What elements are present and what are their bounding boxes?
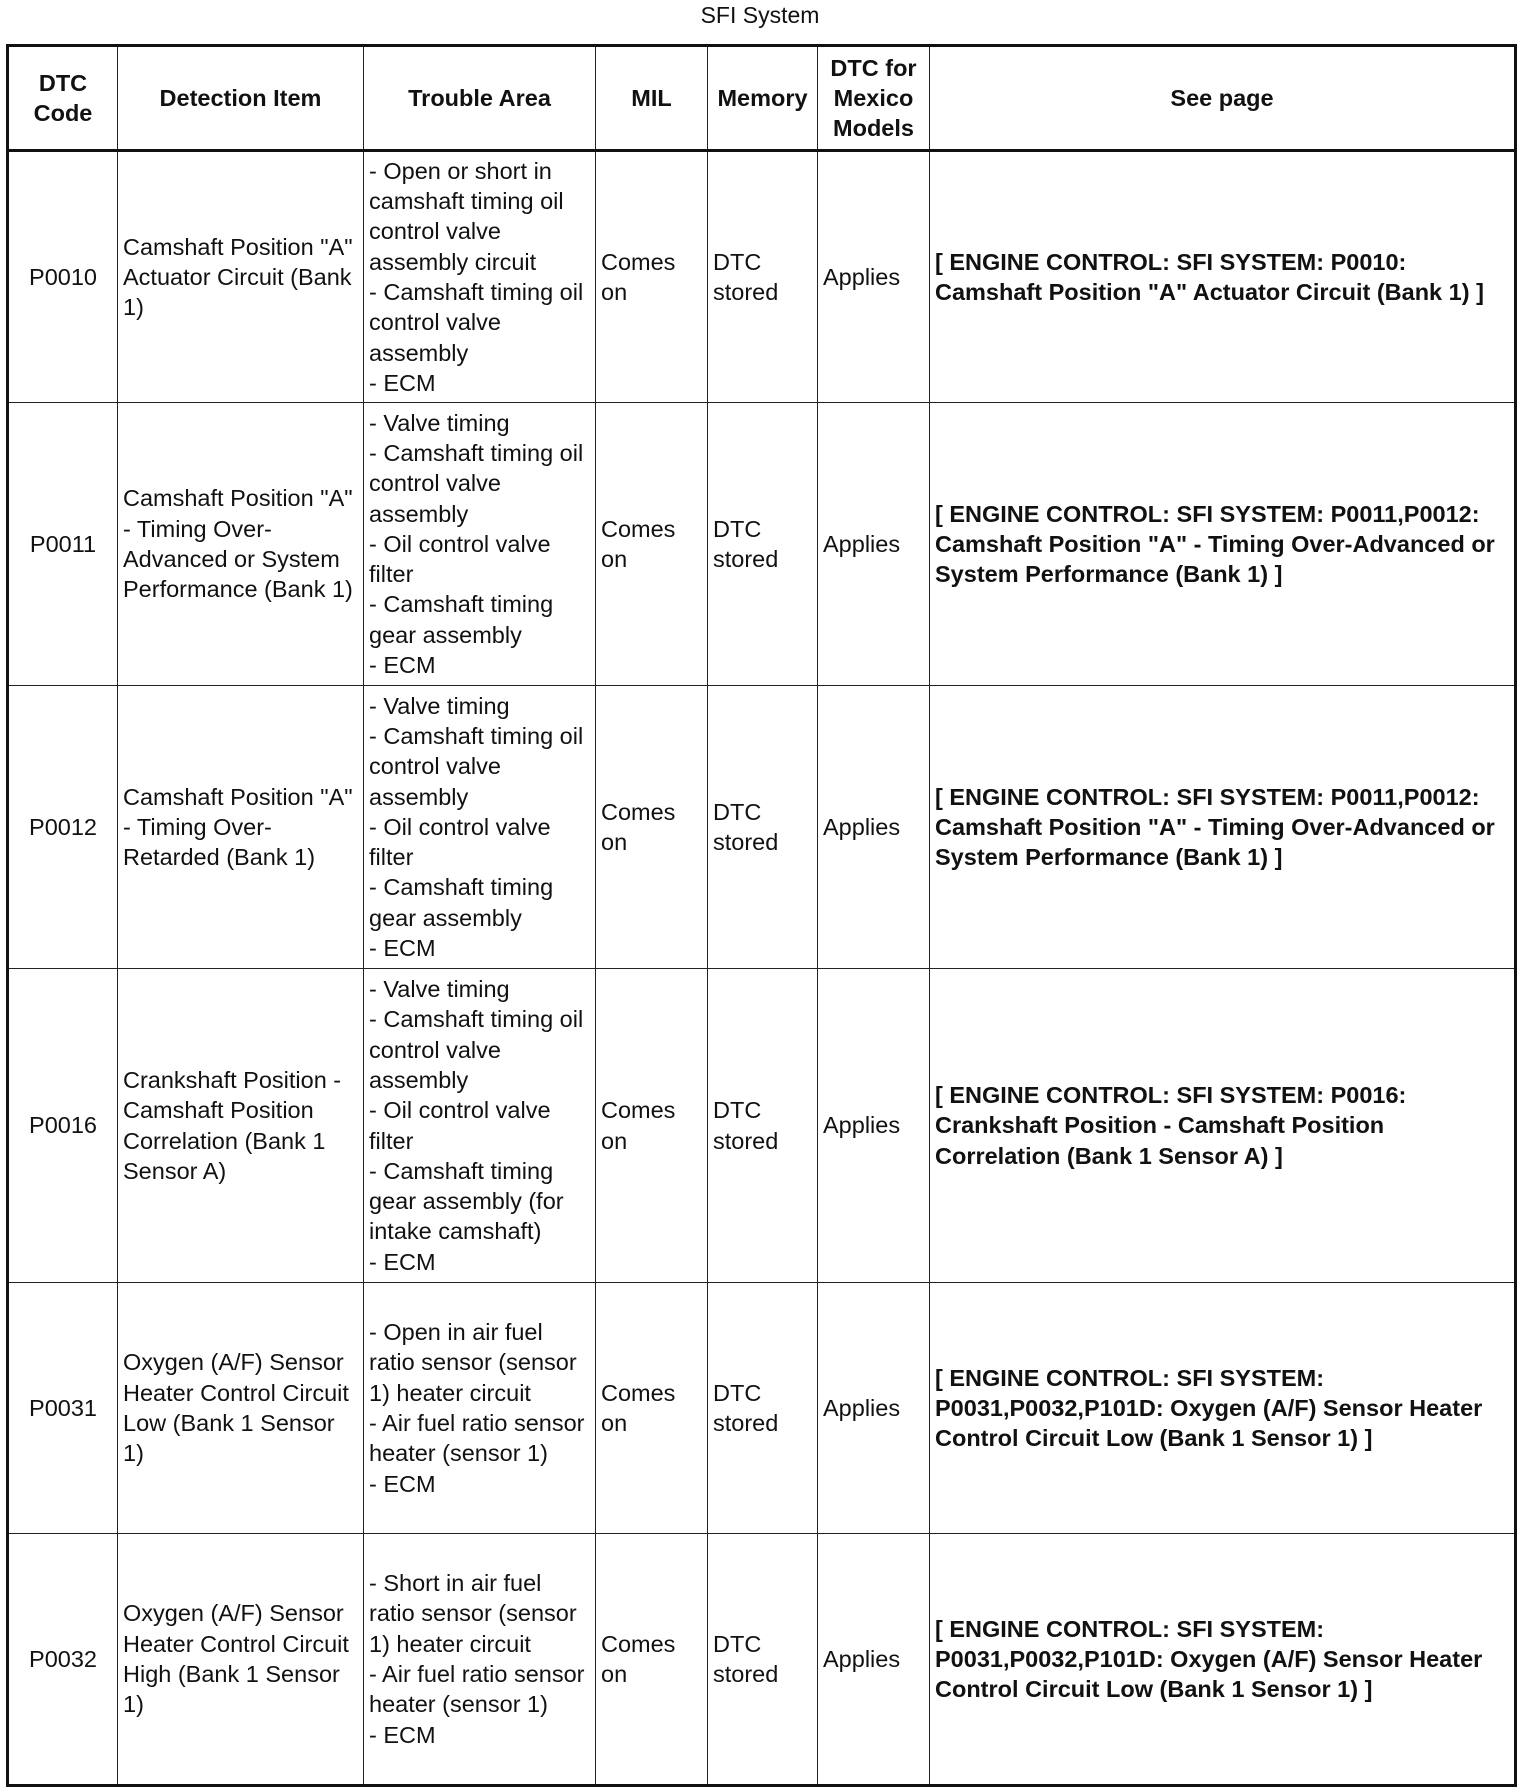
trouble-area-item: - Camshaft timing oil control valve assembly — [369, 279, 584, 366]
header-trouble-area: Trouble Area — [364, 46, 596, 151]
table-row — [8, 969, 1516, 1283]
mexico-cell: Applies — [818, 151, 930, 403]
trouble-area-item: - Oil control valve filter — [369, 530, 551, 588]
trouble-area-item: - ECM — [369, 369, 436, 396]
header-mil: MIL — [596, 46, 708, 151]
mil-cell: Comes on — [596, 1283, 708, 1534]
memory-cell: DTC stored — [708, 686, 818, 969]
dtc-code-cell: P0031 — [8, 1283, 118, 1534]
see-page-link[interactable]: [ ENGINE CONTROL: SFI SYSTEM: P0011,P0012: Camshaft Position "A" - Timing Over-Advanced or System Performance (Bank 1) ] — [930, 686, 1516, 969]
trouble-area-cell — [364, 151, 596, 403]
mil-cell: Comes on — [596, 151, 708, 403]
table-row — [8, 403, 1516, 686]
page-title: SFI System — [700, 2, 820, 28]
memory-cell: DTC stored — [708, 403, 818, 686]
trouble-area-item: - Camshaft timing oil control valve assembly — [369, 1006, 584, 1093]
dtc-code-cell: P0011 — [8, 403, 118, 686]
trouble-area-item: - Short in air fuel ratio sensor (sensor 1) heater circuit — [369, 1570, 577, 1657]
mexico-cell: Applies — [818, 1283, 930, 1534]
trouble-area-item: - Open in air fuel ratio sensor (sensor 1) heater circuit — [369, 1319, 577, 1406]
detection-item-cell: Crankshaft Position - Camshaft Position Correlation (Bank 1 Sensor A) — [118, 969, 364, 1283]
trouble-area-item: - ECM — [369, 1470, 436, 1497]
see-page-link[interactable]: [ ENGINE CONTROL: SFI SYSTEM: P0031,P0032,P101D: Oxygen (A/F) Sensor Heater Control Circuit Low (Bank 1 Sensor 1) ] — [930, 1283, 1516, 1534]
memory-cell: DTC stored — [708, 151, 818, 403]
mexico-cell: Applies — [818, 1534, 930, 1786]
header-memory: Memory — [708, 46, 818, 151]
mexico-cell: Applies — [818, 969, 930, 1283]
mil-cell: Comes on — [596, 403, 708, 686]
trouble-area-item: - Oil control valve filter — [369, 1097, 551, 1154]
detection-item-cell: Oxygen (A/F) Sensor Heater Control Circuit High (Bank 1 Sensor 1) — [118, 1534, 364, 1786]
header-dtc-mexico: DTC for Mexico Models — [818, 46, 930, 151]
table-body — [8, 151, 1516, 1786]
mil-cell: Comes on — [596, 969, 708, 1283]
table-row — [8, 686, 1516, 969]
trouble-area-cell — [364, 1534, 596, 1786]
detection-item-cell: Oxygen (A/F) Sensor Heater Control Circuit Low (Bank 1 Sensor 1) — [118, 1283, 364, 1534]
table-row — [8, 151, 1516, 403]
see-page-link[interactable]: [ ENGINE CONTROL: SFI SYSTEM: P0010: Camshaft Position "A" Actuator Circuit (Bank 1) ] — [930, 151, 1516, 403]
dtc-code-cell: P0012 — [8, 686, 118, 969]
trouble-area-cell — [364, 1283, 596, 1534]
see-page-link[interactable]: [ ENGINE CONTROL: SFI SYSTEM: P0011,P0012: Camshaft Position "A" - Timing Over-Advanced or System Performance (Bank 1) ] — [930, 403, 1516, 686]
trouble-area-item: - Camshaft timing oil control valve assembly — [369, 439, 584, 527]
trouble-area-item: - Camshaft timing gear assembly (for intake camshaft) — [369, 1157, 564, 1245]
trouble-area-item: - ECM — [369, 1721, 436, 1748]
mexico-cell: Applies — [818, 686, 930, 969]
see-page-link[interactable]: [ ENGINE CONTROL: SFI SYSTEM: P0031,P0032,P101D: Oxygen (A/F) Sensor Heater Control Circuit Low (Bank 1 Sensor 1) ] — [930, 1534, 1516, 1786]
mil-cell: Comes on — [596, 686, 708, 969]
trouble-area-item: - ECM — [369, 935, 436, 962]
see-page-link[interactable]: [ ENGINE CONTROL: SFI SYSTEM: P0016: Crankshaft Position - Camshaft Position Correlation (Bank 1 Sensor A) ] — [930, 969, 1516, 1283]
trouble-area-item: - Camshaft timing oil control valve assembly — [369, 722, 584, 810]
header-see-page: See page — [930, 46, 1516, 151]
table-row — [8, 1534, 1516, 1786]
dtc-table — [6, 44, 1517, 1787]
detection-item-cell: Camshaft Position "A" - Timing Over-Retarded (Bank 1) — [118, 686, 364, 969]
table-header — [8, 46, 1516, 151]
trouble-area-item: - ECM — [369, 1248, 436, 1275]
memory-cell: DTC stored — [708, 1283, 818, 1534]
mil-cell: Comes on — [596, 1534, 708, 1786]
detection-item-cell: Camshaft Position "A" Actuator Circuit (Bank 1) — [118, 151, 364, 403]
trouble-area-item: - Valve timing — [369, 409, 510, 436]
table-row — [8, 1283, 1516, 1534]
detection-item-cell: Camshaft Position "A" - Timing Over-Advanced or System Performance (Bank 1) — [118, 403, 364, 686]
trouble-area-item: - Oil control valve filter — [369, 813, 551, 871]
memory-cell: DTC stored — [708, 1534, 818, 1786]
dtc-code-cell: P0010 — [8, 151, 118, 403]
header-row — [8, 46, 1516, 151]
trouble-area-cell — [364, 969, 596, 1283]
header-dtc-code: DTC Code — [8, 46, 118, 151]
mexico-cell: Applies — [818, 403, 930, 686]
trouble-area-cell — [364, 403, 596, 686]
trouble-area-cell — [364, 686, 596, 969]
trouble-area-item: - Camshaft timing gear assembly — [369, 591, 554, 648]
header-detection-item: Detection Item — [118, 46, 364, 151]
memory-cell: DTC stored — [708, 969, 818, 1283]
trouble-area-item: - ECM — [369, 652, 436, 679]
trouble-area-item: - Air fuel ratio sensor heater (sensor 1) — [369, 1661, 585, 1718]
trouble-area-item: - Air fuel ratio sensor heater (sensor 1) — [369, 1410, 585, 1467]
dtc-code-cell: P0016 — [8, 969, 118, 1283]
trouble-area-item: - Camshaft timing gear assembly — [369, 874, 554, 931]
trouble-area-item: - Valve timing — [369, 692, 510, 719]
trouble-area-item: - Open or short in camshaft timing oil control valve assembly circuit — [369, 157, 564, 275]
dtc-code-cell: P0032 — [8, 1534, 118, 1786]
trouble-area-item: - Valve timing — [369, 976, 510, 1003]
